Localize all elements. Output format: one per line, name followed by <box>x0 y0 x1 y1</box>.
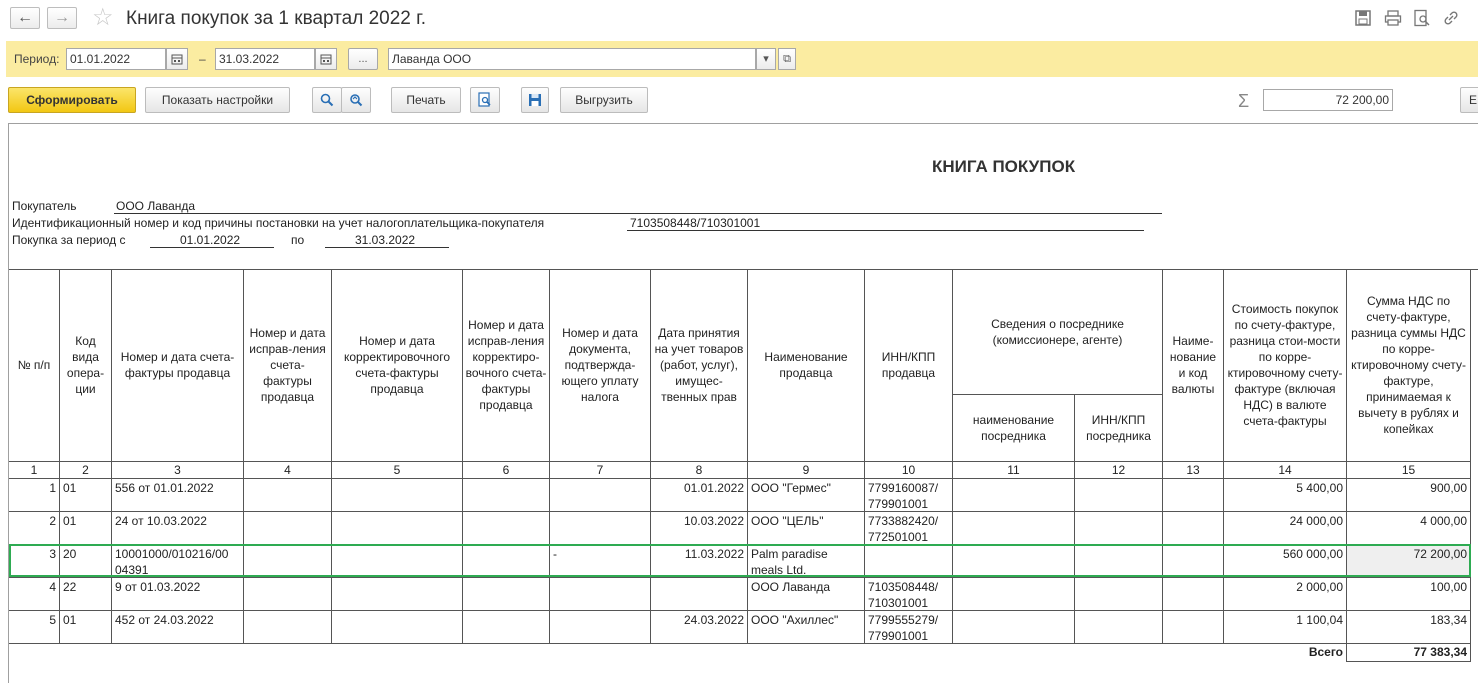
select-period-button[interactable]: ... <box>348 48 378 70</box>
preview-icon <box>478 92 492 108</box>
column-number: 11 <box>953 462 1075 479</box>
cell-seller[interactable]: ООО Лаванда <box>748 578 865 611</box>
cell-empty[interactable] <box>1075 512 1163 545</box>
back-button[interactable] <box>10 7 40 29</box>
calendar-icon <box>320 53 332 65</box>
period-bar <box>6 41 1478 77</box>
cell-n[interactable]: 5 <box>9 611 60 644</box>
cell-doc[interactable] <box>550 512 651 545</box>
cell-date[interactable]: 11.03.2022 <box>651 545 748 578</box>
column-number: 5 <box>332 462 463 479</box>
cell-doc[interactable] <box>550 611 651 644</box>
cell-empty[interactable] <box>1075 545 1163 578</box>
period-to-value: 31.03.2022 <box>355 233 416 247</box>
buyer-value: ООО Лаванда <box>116 199 196 213</box>
cell-total[interactable]: 2 000,00 <box>1224 578 1347 611</box>
header-intermediary: Сведения о посреднике (комиссионере, агенте) <box>953 269 1163 395</box>
cell-seller[interactable]: ООО "ЦЕЛЬ" <box>748 512 865 545</box>
link-icon[interactable] <box>1442 9 1460 27</box>
open-form-icon: ⧉ <box>783 53 791 65</box>
date-to-field[interactable]: 31.03.2022 <box>215 48 315 70</box>
header-intermediary-name: наименование посредника <box>953 395 1075 462</box>
cell-empty[interactable] <box>244 578 332 611</box>
favorite-star-icon[interactable]: ☆ <box>92 4 114 31</box>
cell-invoice[interactable]: 556 от 01.01.2022 <box>112 479 244 512</box>
cell-n[interactable]: 3 <box>9 545 60 578</box>
cell-code[interactable]: 20 <box>60 545 112 578</box>
header-purchase-cost: Стоимость покупок по счету-фактуре, разница стои-мости по корре-ктировочному счету-фактуре (включая НДС) в валюте счета-фактуры <box>1224 269 1347 462</box>
header-currency: Наиме-нование и код валюты <box>1163 269 1224 462</box>
print-preview-button[interactable] <box>470 87 500 113</box>
sigma-icon: Σ <box>1238 91 1250 111</box>
organization-field[interactable]: Лаванда ООО <box>388 48 756 70</box>
cell-empty[interactable] <box>953 512 1075 545</box>
cell-empty[interactable] <box>1163 512 1224 545</box>
cell-inn[interactable]: 7799555279/ 779901001 <box>865 611 953 644</box>
save-button[interactable] <box>521 87 549 113</box>
cell-n[interactable]: 2 <box>9 512 60 545</box>
print-button[interactable]: Печать <box>391 87 461 113</box>
header-payment-document: Номер и дата документа, подтвержда-ющего уплату налога <box>550 269 651 462</box>
cell-total[interactable]: 1 100,04 <box>1224 611 1347 644</box>
cell-empty[interactable] <box>1163 545 1224 578</box>
organization-open-button[interactable] <box>778 48 796 70</box>
cell-empty[interactable] <box>332 512 463 545</box>
cell-doc[interactable] <box>550 479 651 512</box>
cell-empty[interactable] <box>463 545 550 578</box>
export-button[interactable]: Выгрузить <box>560 87 648 113</box>
cell-inn[interactable]: 7733882420/ 772501001 <box>865 512 953 545</box>
cell-seller[interactable]: ООО "Ахиллес" <box>748 611 865 644</box>
period-label: Покупка за период с <box>12 233 126 247</box>
period-from-value: 01.01.2022 <box>180 233 241 247</box>
cell-empty[interactable] <box>1163 479 1224 512</box>
cell-total[interactable]: 24 000,00 <box>1224 512 1347 545</box>
header-operation-code: Код вида опера-ции <box>60 269 112 462</box>
column-number: 10 <box>865 462 953 479</box>
cell-empty[interactable] <box>463 479 550 512</box>
cell-date[interactable]: 01.01.2022 <box>651 479 748 512</box>
generate-button[interactable]: Сформировать <box>8 87 136 113</box>
cell-empty[interactable] <box>953 545 1075 578</box>
show-settings-button[interactable]: Показать настройки <box>145 87 290 113</box>
cell-empty[interactable] <box>953 611 1075 644</box>
cell-empty[interactable] <box>463 578 550 611</box>
column-number: 7 <box>550 462 651 479</box>
print-icon[interactable] <box>1384 9 1402 27</box>
cell-total[interactable]: 5 400,00 <box>1224 479 1347 512</box>
header-seller-inn: ИНН/КПП продавца <box>865 269 953 462</box>
cell-total[interactable]: 560 000,00 <box>1224 545 1347 578</box>
cell-n[interactable]: 1 <box>9 479 60 512</box>
cell-invoice[interactable]: 10001000/010216/00 04391 <box>112 545 244 578</box>
cell-empty[interactable] <box>1163 578 1224 611</box>
header-vat-amount: Сумма НДС по счету-фактуре, разница суммы НДС по корре-ктировочному счету-фактуре, принимаемая к вычету в рублях и копейках <box>1347 269 1471 462</box>
header-intermediary-inn: ИНН/КПП посредника <box>1075 395 1163 462</box>
purchase-book-table <box>9 269 1478 683</box>
period-label: Период: <box>14 52 60 66</box>
header-seller-name: Наименование продавца <box>748 269 865 462</box>
cell-empty[interactable] <box>244 611 332 644</box>
cell-doc[interactable] <box>550 578 651 611</box>
cell-empty[interactable] <box>244 479 332 512</box>
cell-seller[interactable]: ООО "Гермес" <box>748 479 865 512</box>
report-title: КНИГА ПОКУПОК <box>932 157 1076 176</box>
cell-invoice[interactable]: 452 от 24.03.2022 <box>112 611 244 644</box>
calendar-from-button[interactable] <box>166 48 188 70</box>
column-number: 12 <box>1075 462 1163 479</box>
cell-empty[interactable] <box>1075 611 1163 644</box>
cell-date[interactable] <box>651 578 748 611</box>
period-dash: – <box>199 52 206 66</box>
cell-empty[interactable] <box>953 578 1075 611</box>
cell-empty[interactable] <box>953 479 1075 512</box>
chevron-down-icon: ▾ <box>763 53 769 65</box>
cell-empty[interactable] <box>1075 578 1163 611</box>
cell-empty[interactable] <box>1075 479 1163 512</box>
cell-date[interactable]: 10.03.2022 <box>651 512 748 545</box>
period-to-label: по <box>291 233 305 247</box>
header-adjustment-correction: Номер и дата исправ-ления корректиро-вочного счета-фактуры продавца <box>463 269 550 462</box>
header-invoice-correction: Номер и дата исправ-ления счета-фактуры продавца <box>244 269 332 462</box>
window-title: Книга покупок за 1 квартал 2022 г. <box>126 8 427 29</box>
cell-date[interactable]: 24.03.2022 <box>651 611 748 644</box>
cell-seller[interactable]: Palm paradise meals Ltd. <box>748 545 865 578</box>
total-label: Всего <box>1224 643 1347 662</box>
cell-code[interactable]: 01 <box>60 611 112 644</box>
header-row-number: № п/п <box>9 269 60 462</box>
column-number: 6 <box>463 462 550 479</box>
cell-n[interactable]: 4 <box>9 578 60 611</box>
cell-inn[interactable] <box>865 545 953 578</box>
cell-inn[interactable]: 7103508448/ 710301001 <box>865 578 953 611</box>
search-button[interactable] <box>312 87 342 113</box>
column-number: 2 <box>60 462 112 479</box>
cell-code[interactable]: 22 <box>60 578 112 611</box>
arrow-left-icon: ← <box>17 9 33 26</box>
cell-invoice[interactable]: 24 от 10.03.2022 <box>112 512 244 545</box>
calendar-to-button[interactable] <box>315 48 337 70</box>
column-number: 9 <box>748 462 865 479</box>
search-next-icon <box>349 93 363 107</box>
period-from-underline <box>150 247 274 248</box>
date-from-field[interactable]: 01.01.2022 <box>66 48 166 70</box>
cell-empty[interactable] <box>332 611 463 644</box>
save-icon[interactable] <box>1354 9 1372 27</box>
cell-empty[interactable] <box>332 479 463 512</box>
cell-vat[interactable]: 72 200,00 <box>1347 545 1471 578</box>
sum-field[interactable]: 72 200,00 <box>1263 89 1393 111</box>
cell-empty[interactable] <box>244 545 332 578</box>
header-invoice: Номер и дата счета-фактуры продавца <box>112 269 244 462</box>
search-icon <box>320 93 334 107</box>
period-to-underline <box>325 247 449 248</box>
cell-empty[interactable] <box>332 578 463 611</box>
cell-vat[interactable]: 100,00 <box>1347 578 1471 611</box>
cell-empty[interactable] <box>1163 611 1224 644</box>
cell-empty[interactable] <box>244 512 332 545</box>
inn-label: Идентификационный номер и код причины постановки на учет налогоплательщика-покупателя <box>12 216 545 230</box>
column-number: 8 <box>651 462 748 479</box>
report-area <box>8 123 1478 683</box>
cell-inn[interactable]: 7799160087/ 779901001 <box>865 479 953 512</box>
column-number: 1 <box>9 462 60 479</box>
buyer-underline <box>114 213 1162 214</box>
column-number: 13 <box>1163 462 1224 479</box>
total-vat-value: 77 383,34 <box>1347 643 1471 662</box>
header-adjustment-invoice: Номер и дата корректировочного счета-фактуры продавца <box>332 269 463 462</box>
inn-underline <box>627 230 1144 231</box>
column-number: 3 <box>112 462 244 479</box>
column-number: 4 <box>244 462 332 479</box>
search-next-button[interactable] <box>341 87 371 113</box>
preview-icon[interactable] <box>1413 9 1431 27</box>
cell-empty[interactable] <box>332 545 463 578</box>
cell-empty[interactable] <box>463 512 550 545</box>
column-number: 15 <box>1347 462 1471 479</box>
calendar-icon <box>171 53 183 65</box>
forward-button[interactable] <box>47 7 77 29</box>
cell-vat[interactable]: 900,00 <box>1347 479 1471 512</box>
title-bar <box>0 0 1478 40</box>
more-button[interactable]: Е <box>1460 87 1478 113</box>
organization-dropdown-button[interactable] <box>756 48 776 70</box>
cell-vat[interactable]: 183,34 <box>1347 611 1471 644</box>
buyer-label: Покупатель <box>12 199 77 213</box>
header-acceptance-date: Дата принятия на учет товаров (работ, услуг), имущес-твенных прав <box>651 269 748 462</box>
cell-code[interactable]: 01 <box>60 512 112 545</box>
cell-doc[interactable]: - <box>550 545 651 578</box>
cell-invoice[interactable]: 9 от 01.03.2022 <box>112 578 244 611</box>
cell-vat[interactable]: 4 000,00 <box>1347 512 1471 545</box>
cell-empty[interactable] <box>463 611 550 644</box>
arrow-right-icon: → <box>54 9 70 26</box>
cell-code[interactable]: 01 <box>60 479 112 512</box>
save-icon <box>528 93 542 107</box>
inn-value: 7103508448/710301001 <box>630 216 761 230</box>
column-number: 14 <box>1224 462 1347 479</box>
